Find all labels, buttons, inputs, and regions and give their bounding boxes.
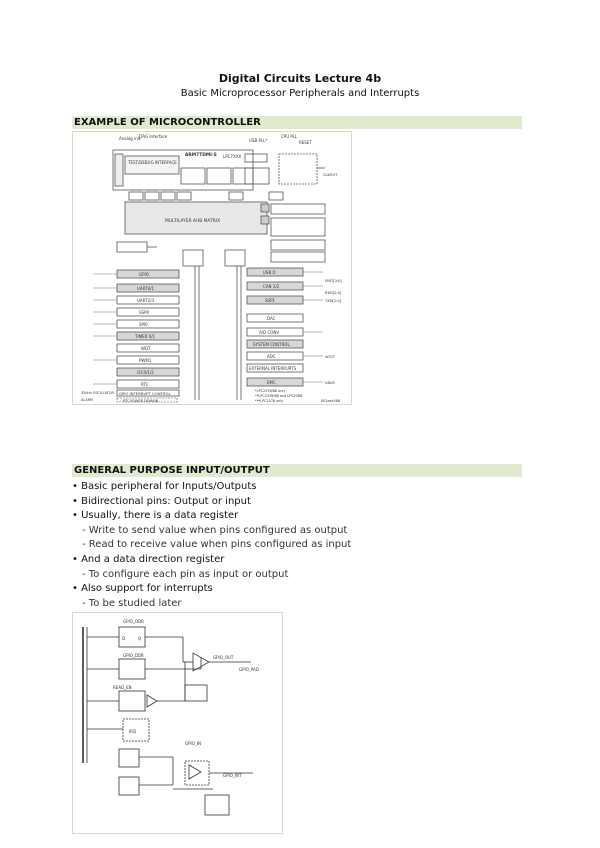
mc-top-label: LPC7XXX	[223, 154, 242, 159]
gpio-fig-label: GPIO_IN	[185, 741, 202, 746]
mc-top-label: USB PLL*	[249, 138, 268, 143]
mc-periph-right: EXTERNAL INTERRUPTS	[249, 366, 297, 371]
mc-right-label: EINT[3:0]	[325, 279, 342, 283]
mc-periph-right: DAC	[267, 316, 276, 321]
mc-bottom-label: GPIO INTERRUPT CONTROL	[119, 391, 171, 396]
gpio-fig-label: GPIO_OUT	[213, 655, 234, 660]
mc-bottom-label: ALARM	[81, 398, 93, 402]
mc-right-label: AOUT	[325, 355, 336, 359]
mc-core-block: TEST/DEBUG INTERFACE	[128, 160, 177, 165]
gpio-fig-label: D	[122, 636, 126, 641]
mc-periph-right: CAN 1/2	[263, 284, 280, 289]
bullet-item: • Usually, there is a data register	[72, 510, 239, 522]
mc-right-label: TXD[2:0]	[325, 299, 342, 303]
mc-top-label: Analog in/t	[119, 136, 141, 141]
microcontroller-diagram-svg	[73, 132, 351, 404]
mc-periph-right: EMC	[267, 380, 276, 385]
gpio-fig-label: GPIO_ODR	[123, 619, 144, 624]
mc-periph-left: UART0/1	[137, 286, 155, 291]
bullet-item: • Bidirectional pins: Output or input	[72, 495, 251, 507]
mc-bottom-label: 32kHz OSCILLATOR	[81, 391, 114, 395]
gpio-bullet-list	[72, 480, 351, 611]
document-title: Digital Circuits Lecture 4b	[218, 72, 382, 85]
gpio-circuit-diagram	[72, 612, 283, 834]
bullet-subitem: - Read to receive value when pins configured as input	[82, 539, 352, 551]
gpio-fig-label: GPIO_PAD	[239, 667, 259, 672]
mc-periph-left: UART2/3	[137, 298, 155, 303]
mc-right-label: VBUS	[325, 381, 335, 385]
microcontroller-block-diagram	[72, 131, 352, 405]
gpio-fig-label: Q	[138, 636, 142, 641]
gpio-fig-label: GPIO_DDR	[123, 653, 144, 658]
mc-top-label: RESET	[299, 140, 312, 145]
mc-periph-left: SSP0	[139, 310, 150, 315]
mc-periph-left: RTC	[141, 382, 149, 387]
mc-fig-code: 002aac566	[321, 399, 340, 403]
mc-periph-right: USB D	[263, 270, 276, 275]
mc-periph-left: GPIO	[139, 272, 149, 277]
mc-periph-left: I2C0/1/2	[137, 370, 154, 375]
bullet-item: • Also support for interrupts	[72, 583, 213, 595]
mc-note: *LPC2378/88 only	[255, 389, 286, 393]
bullet-subitem: - To be studied later	[82, 597, 182, 609]
mc-right-label: CLKOUT	[323, 173, 338, 177]
mc-periph-left: PWM1	[139, 358, 152, 363]
bullet-subitem: - Write to send value when pins configured as output	[82, 524, 348, 536]
gpio-fig-label: READ_EN	[113, 685, 132, 690]
mc-note: **LPC2378/88 and LPC2368	[255, 394, 303, 398]
section-heading-microcontroller: EXAMPLE OF MICROCONTROLLER	[72, 116, 522, 129]
mc-periph-left: SPI0	[139, 322, 148, 327]
gpio-fig-label: GPIO_INT	[223, 773, 242, 778]
gpio-diagram-svg	[73, 613, 282, 833]
mc-note: ***LPC2378 only	[255, 399, 284, 403]
bullet-item: • Basic peripheral for Inputs/Outputs	[72, 481, 257, 492]
mc-right-label: RXD[2:0]	[325, 291, 342, 295]
bullet-subitem: - To configure each pin as input or output	[82, 568, 289, 580]
mc-bus-block: MULTILAYER AHB MATRIX	[165, 219, 221, 224]
mc-top-label: JTAG Interface	[139, 134, 168, 139]
mc-periph-left: TIMER 0/1	[135, 334, 156, 339]
bullet-item: • And a data direction register	[72, 553, 225, 565]
mc-arm-block: ARM7TDMI-S	[185, 153, 217, 158]
section-heading-gpio: GENERAL PURPOSE INPUT/OUTPUT	[72, 464, 522, 477]
mc-periph-right: SYSTEM CONTROL	[253, 342, 290, 347]
gpio-fig-label: IRQ	[129, 729, 137, 734]
mc-periph-right: ADC	[267, 354, 276, 359]
mc-periph-right: A/D CONV	[259, 330, 280, 335]
mc-bottom-label: RTC POWER DOMAIN	[123, 399, 159, 403]
mc-periph-right: SSP1	[265, 298, 276, 303]
document-subtitle: Basic Microprocessor Peripherals and Interrupts	[180, 88, 420, 99]
mc-top-label: CPU PLL	[281, 134, 298, 139]
mc-periph-left: WDT	[141, 346, 151, 351]
